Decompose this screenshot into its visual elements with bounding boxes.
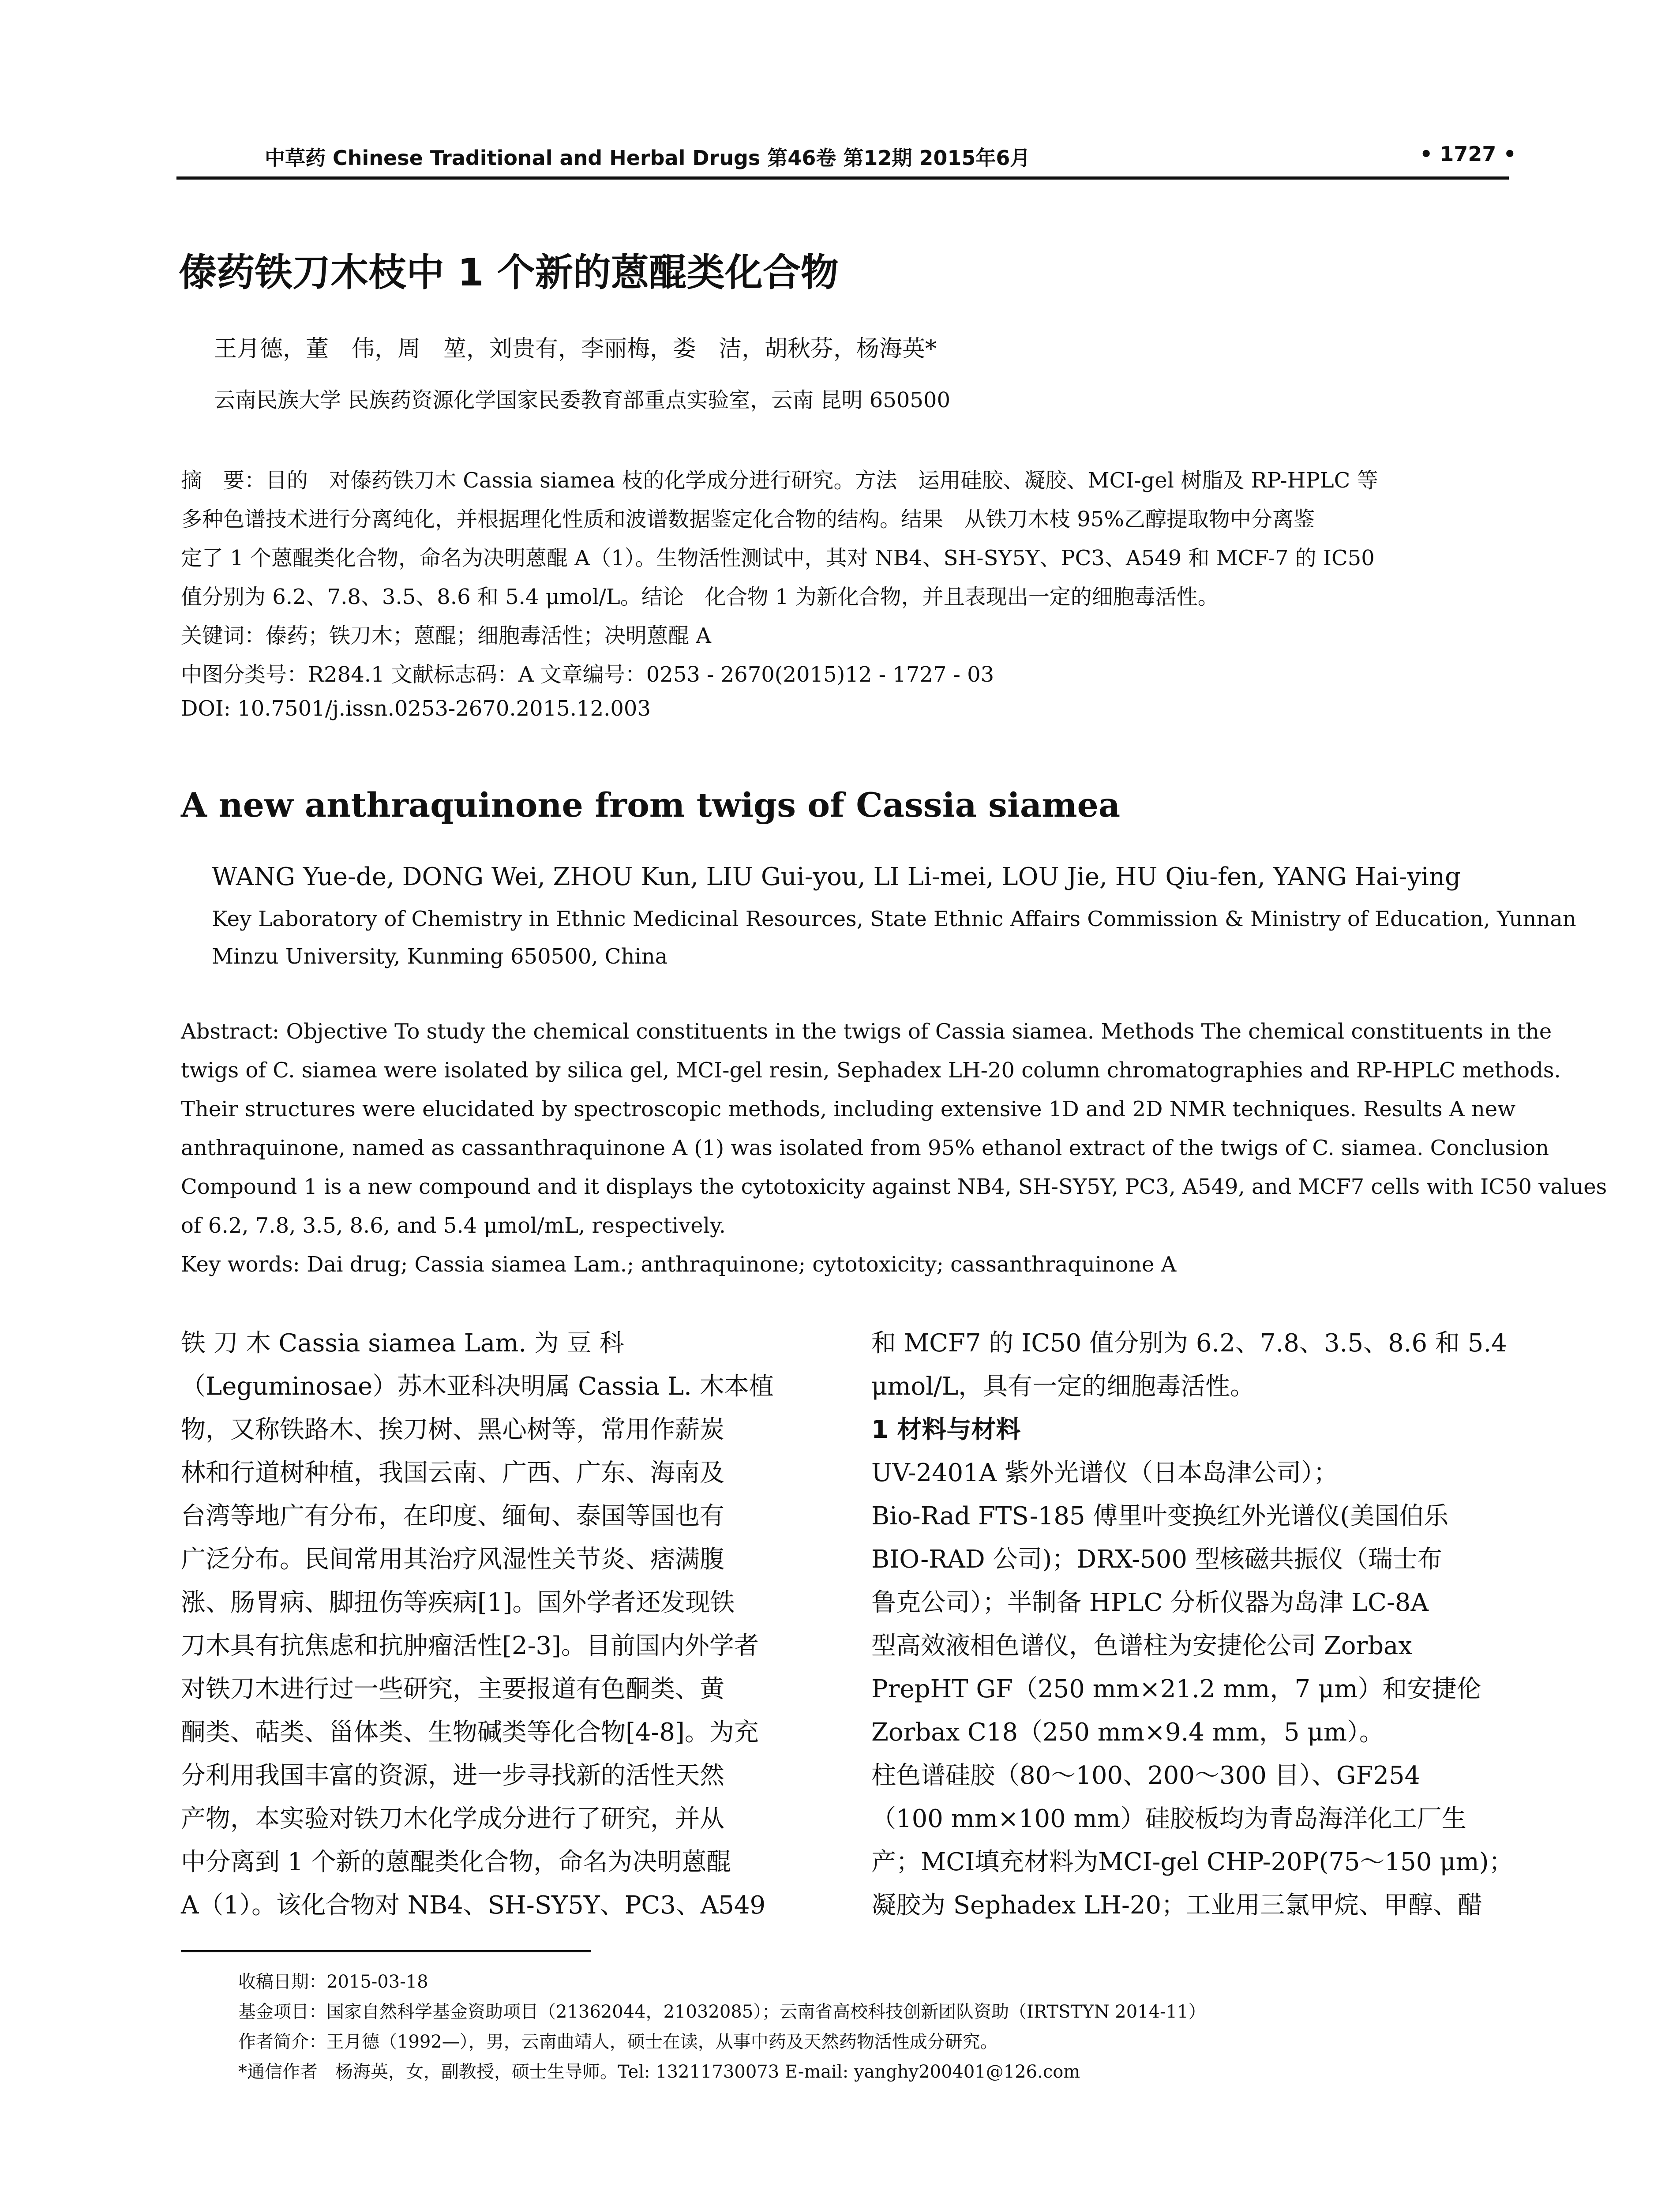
body-left-line: 林和行道树种植，我国云南、广西、广东、海南及 bbox=[181, 1459, 724, 1487]
footnote-corresponding-author: *通信作者 杨海英，女，副教授，硕士生导师。Tel: 13211730073 E-mail: yanghy200401@126.com bbox=[238, 2062, 1080, 2082]
body-right-line: 和 MCF7 的 IC50 值分别为 6.2、7.8、3.5、8.6 和 5.4 bbox=[871, 1329, 1507, 1358]
body-left-line: 物，又称铁路木、挨刀树、黑心树等，常用作薪炭 bbox=[181, 1415, 724, 1444]
body-left-line: 广泛分布。民间常用其治疗风湿性关节炎、痞满腹 bbox=[181, 1545, 724, 1574]
body-right-line: BIO-RAD 公司)；DRX-500 型核磁共振仪（瑞士布 bbox=[871, 1545, 1442, 1574]
body-left-line: （Leguminosae）苏木亚科决明属 Cassia L. 木本植 bbox=[181, 1372, 774, 1401]
running-header-page-number: • 1727 • bbox=[1420, 142, 1516, 166]
body-right-line: （100 mm×100 mm）硅胶板均为青岛海洋化工厂生 bbox=[871, 1805, 1466, 1833]
footnote-author-bio: 作者简介：王月德（1992—），男，云南曲靖人，硕士在读，从事中药及天然药物活性成分研究。 bbox=[238, 2032, 998, 2052]
abstract-cn-line: 多种色谱技术进行分离纯化，并根据理化性质和波谱数据鉴定化合物的结构。结果 从铁刀木枝 95%乙醇提取物中分离鉴 bbox=[181, 507, 1315, 532]
abstract-cn-line: 摘 要：目的 对傣药铁刀木 Cassia siamea 枝的化学成分进行研究。方法 运用硅胶、凝胶、MCI-gel 树脂及 RP-HPLC 等 bbox=[181, 468, 1378, 493]
body-left-line: 产物，本实验对铁刀木化学成分进行了研究，并从 bbox=[181, 1805, 724, 1833]
title-chinese: 傣药铁刀木枝中 1 个新的蒽醌类化合物 bbox=[179, 251, 839, 295]
running-header-journal: 中草药 Chinese Traditional and Herbal Drugs 第46卷 第12期 2015年6月 bbox=[265, 146, 1031, 170]
footnote-received-date: 收稿日期：2015-03-18 bbox=[238, 1972, 428, 1992]
body-right-line: Bio-Rad FTS-185 傅里叶变换红外光谱仪(美国伯乐 bbox=[871, 1502, 1449, 1531]
body-right-line: 型高效液相色谱仪，色谱柱为安捷伦公司 Zorbax bbox=[871, 1632, 1413, 1660]
abstract-en-line: twigs of C. siamea were isolated by silica gel, MCI-gel resin, Sephadex LH-20 column chromatographies and RP-HPLC methods. bbox=[181, 1058, 1561, 1083]
keywords-english: Key words: Dai drug; Cassia siamea Lam.; anthraquinone; cytotoxicity; cassanthraquinone A bbox=[181, 1252, 1177, 1277]
abstract-cn-line: 值分别为 6.2、7.8、3.5、8.6 和 5.4 μmol/L。结论 化合物 1 为新化合物，并且表现出一定的细胞毒活性。 bbox=[181, 585, 1219, 609]
affiliation-english-line: Key Laboratory of Chemistry in Ethnic Medicinal Resources, State Ethnic Affairs Commission & Ministry of Education, Yunnan bbox=[212, 907, 1576, 931]
abstract-en-line: Their structures were elucidated by spectroscopic methods, including extensive 1D and 2D NMR techniques. Results A new bbox=[181, 1097, 1516, 1122]
body-left-line: 台湾等地广有分布，在印度、缅甸、泰国等国也有 bbox=[181, 1502, 724, 1531]
affiliation-chinese: 云南民族大学 民族药资源化学国家民委教育部重点实验室，云南 昆明 650500 bbox=[214, 388, 951, 413]
footnote-funding: 基金项目：国家自然科学基金资助项目（21362044，21032085）；云南省高校科技创新团队资助（IRTSTYN 2014-11） bbox=[238, 2002, 1206, 2022]
body-left-line: 铁 刀 木 Cassia siamea Lam. 为 豆 科 bbox=[181, 1329, 624, 1358]
body-left-line: 酮类、萜类、甾体类、生物碱类等化合物[4-8]。为充 bbox=[181, 1718, 759, 1747]
body-right-line: Zorbax C18（250 mm×9.4 mm，5 μm）。 bbox=[871, 1718, 1384, 1747]
abstract-en-line: anthraquinone, named as cassanthraquinone A (1) was isolated from 95% ethanol extract of the twigs of C. siamea. Conclusion bbox=[181, 1136, 1549, 1160]
keywords-chinese: 关键词：傣药；铁刀木；蒽醌；细胞毒活性；决明蒽醌 A bbox=[181, 623, 711, 648]
body-right-line: UV-2401A 紫外光谱仪（日本岛津公司）； bbox=[871, 1459, 1339, 1487]
abstract-en-line: Abstract: Objective To study the chemical constituents in the twigs of Cassia siamea. Methods The chemical constituents in the bbox=[181, 1019, 1552, 1044]
affiliation-english-line: Minzu University, Kunming 650500, China bbox=[212, 944, 668, 969]
body-right-line: μmol/L，具有一定的细胞毒活性。 bbox=[871, 1372, 1255, 1401]
title-english: A new anthraquinone from twigs of Cassia siamea bbox=[181, 785, 1121, 825]
classification-line: 中图分类号：R284.1 文献标志码：A 文章编号：0253 - 2670(2015)12 - 1727 - 03 bbox=[181, 662, 994, 687]
body-right-line: 凝胶为 Sephadex LH-20；工业用三氯甲烷、甲醇、醋 bbox=[871, 1891, 1483, 1920]
body-right-line: 产；MCI填充材料为MCI-gel CHP-20P(75～150 μm)； bbox=[871, 1848, 1514, 1876]
body-left-line: 中分离到 1 个新的蒽醌类化合物，命名为决明蒽醌 bbox=[181, 1848, 731, 1876]
abstract-cn-line: 定了 1 个蒽醌类化合物，命名为决明蒽醌 A（1）。生物活性测试中，其对 NB4、SH-SY5Y、PC3、A549 和 MCF-7 的 IC50 bbox=[181, 546, 1375, 570]
abstract-en-line: of 6.2, 7.8, 3.5, 8.6, and 5.4 μmol/mL, respectively. bbox=[181, 1213, 726, 1238]
body-left-line: 分利用我国丰富的资源，进一步寻找新的活性天然 bbox=[181, 1761, 724, 1790]
body-left-line: 涨、肠胃病、脚扭伤等疾病[1]。国外学者还发现铁 bbox=[181, 1588, 735, 1617]
section-heading: 1 材料与材料 bbox=[871, 1415, 1021, 1444]
body-right-line: 鲁克公司）；半制备 HPLC 分析仪器为岛津 LC-8A bbox=[871, 1588, 1429, 1617]
footnote-rule bbox=[181, 1950, 591, 1952]
body-left-line: A（1）。该化合物对 NB4、SH-SY5Y、PC3、A549 bbox=[181, 1891, 766, 1920]
body-right-line: 柱色谱硅胶（80～100、200～300 目）、GF254 bbox=[871, 1761, 1421, 1790]
body-right-line: PrepHT GF（250 mm×21.2 mm，7 μm）和安捷伦 bbox=[871, 1675, 1481, 1703]
authors-chinese: 王月德，董 伟，周 堃，刘贵有，李丽梅，娄 洁，胡秋芬，杨海英* bbox=[214, 336, 937, 362]
abstract-en-line: Compound 1 is a new compound and it displays the cytotoxicity against NB4, SH-SY5Y, PC3, A549, and MCF7 cells with IC50 values bbox=[181, 1174, 1607, 1199]
authors-english: WANG Yue-de, DONG Wei, ZHOU Kun, LIU Gui-you, LI Li-mei, LOU Jie, HU Qiu-fen, YANG Hai-ying bbox=[212, 863, 1461, 891]
doi-line: DOI: 10.7501/j.issn.0253-2670.2015.12.003 bbox=[181, 696, 651, 721]
body-left-line: 对铁刀木进行过一些研究，主要报道有色酮类、黄 bbox=[181, 1675, 724, 1703]
body-left-line: 刀木具有抗焦虑和抗肿瘤活性[2-3]。目前国内外学者 bbox=[181, 1632, 759, 1660]
